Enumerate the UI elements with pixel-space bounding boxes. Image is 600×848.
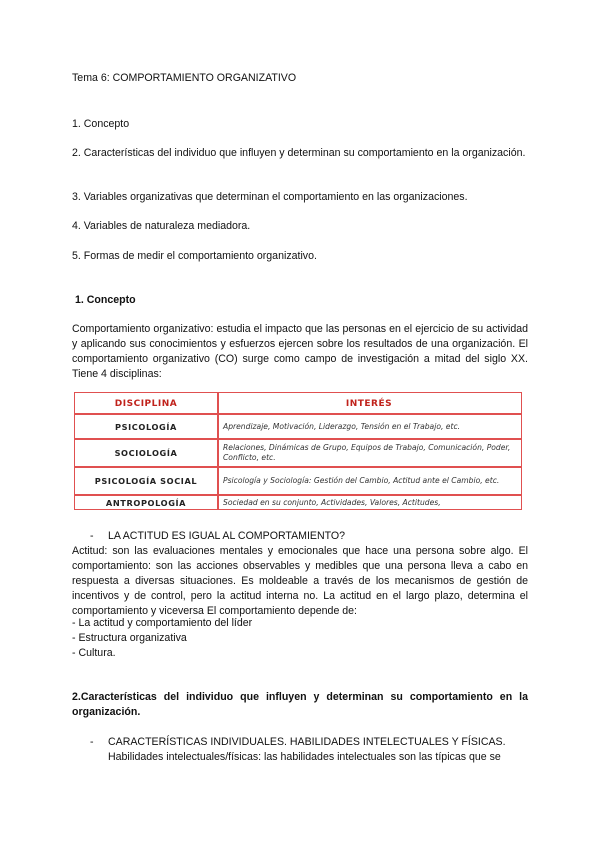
table-header-interes: INTERÉS xyxy=(345,399,393,409)
section-1-paragraph: Comportamiento organizativo: estudia el impacto que las personas en el ejercicio de su actividad y aplicando sus conocimientos y esfuerzos ejercen sobre los resultados de una organización. El comportamiento organizativo (CO) surge como campo de investigación a mitad del siglo XX. Tiene 4 disciplinas: xyxy=(72,323,528,380)
table-cell-discipline: SOCIOLOGÍA xyxy=(114,448,178,458)
toc-item-4: 4. Variables de naturaleza mediadora. xyxy=(72,220,251,232)
table-cell-discipline: PSICOLOGÍA SOCIAL xyxy=(94,476,198,486)
actitud-bullet xyxy=(90,529,528,544)
characteristics-bullet xyxy=(90,735,528,765)
table-row xyxy=(75,440,521,466)
toc-item-3: 3. Variables organizativas que determinan el comportamiento en las organizaciones. xyxy=(72,191,468,203)
actitud-question: LA ACTITUD ES IGUAL AL COMPORTAMIENTO? xyxy=(108,530,346,542)
table-header-row xyxy=(75,393,521,413)
table-row xyxy=(75,468,521,494)
dependency-item: - La actitud y comportamiento del líder xyxy=(72,617,253,629)
table-cell-interest: Relaciones, Dinámicas de Grupo, Equipos de Trabajo, Comunicación, Poder, Conflicto, etc. xyxy=(223,443,511,462)
table-cell-interest: Aprendizaje, Motivación, Liderazgo, Tensión en el Trabajo, etc. xyxy=(223,421,461,431)
document-title: Tema 6: COMPORTAMIENTO ORGANIZATIVO xyxy=(72,72,297,84)
disciplines-table xyxy=(74,392,522,510)
toc-item-2: 2. Características del individuo que influyen y determinan su comportamiento en la organización. xyxy=(72,147,526,159)
dependency-item: - Cultura. xyxy=(72,647,116,659)
bullet-dash: - xyxy=(90,530,94,542)
characteristics-title: CARACTERÍSTICAS INDIVIDUALES. HABILIDADES INTELECTUALES Y FÍSICAS. xyxy=(108,736,506,748)
table-cell-discipline: PSICOLOGÍA xyxy=(115,421,177,432)
toc-item-5: 5. Formas de medir el comportamiento organizativo. xyxy=(72,250,317,262)
actitud-paragraph: Actitud: son las evaluaciones mentales y emocionales que hace una persona sobre algo. El comportamiento: son las acciones observables y medibles que una persona lleva a cabo en respuesta a diversas situaciones. Es moldeable a través de los mecanismos de gestión de incentivos y de control, pero la actitud interna no. La actitud en el largo plazo, determina el comportamiento y viceversa El comportamiento depende de: xyxy=(72,545,528,617)
toc-item-1: 1. Concepto xyxy=(72,118,130,130)
dependency-item: - Estructura organizativa xyxy=(72,632,187,644)
section-1-heading: 1. Concepto xyxy=(75,294,136,306)
table-cell-interest: Psicología y Sociología: Gestión del Cambio, Actitud ante el Cambio, etc. xyxy=(223,476,500,485)
table-row xyxy=(75,496,521,510)
characteristics-text: Habilidades intelectuales/físicas: las habilidades intelectuales son las típicas que se xyxy=(108,751,501,763)
table-cell-discipline: ANTROPOLOGÍA xyxy=(105,498,187,508)
table-header-disciplina: DISCIPLINA xyxy=(114,399,178,409)
section-2-heading: 2.Características del individuo que influyen y determinan su comportamiento en la organización. xyxy=(72,691,528,718)
bullet-dash: - xyxy=(90,736,94,748)
table-row xyxy=(75,415,521,438)
table-cell-interest: Sociedad en su conjunto, Actividades, Valores, Actitudes, xyxy=(223,498,441,507)
